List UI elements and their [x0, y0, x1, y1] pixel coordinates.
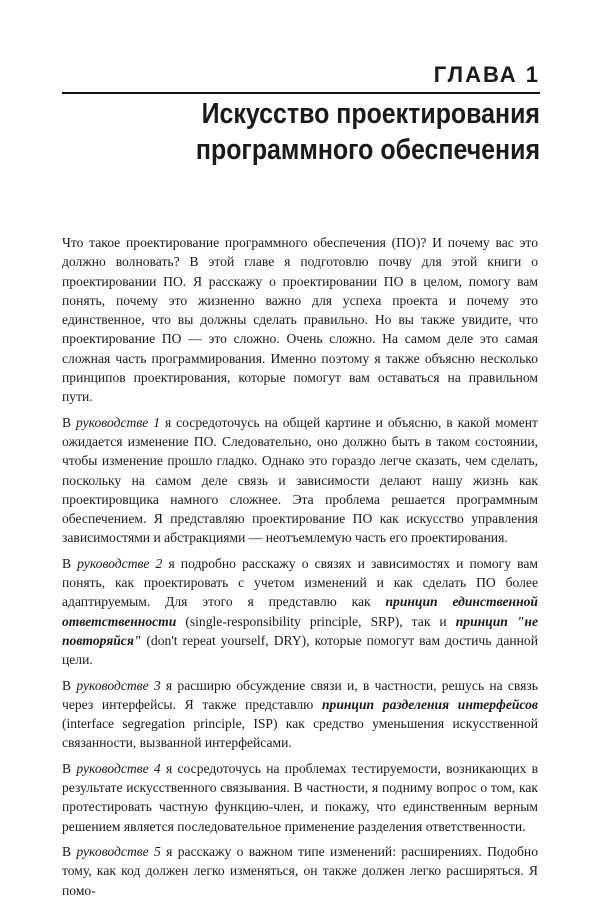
guide-5-ref: руководстве 5 — [76, 843, 161, 859]
paragraph-text: я расскажу о важном типе изменений: расширениях. Подобно тому, как код должен легко изменяться, он также должен легко расширяться. Я помо- — [62, 843, 538, 898]
paragraph-prefix: В — [62, 843, 77, 859]
chapter-title-line-2: программного обеспечения — [195, 134, 540, 166]
paragraph-text: я сосредоточусь на общей картине и объясню, в какой момент ожидается изменение ПО. Следовательно, оно должно быть в таком состоянии, чтобы изменение прошло гладко. Однако это гораздо легче сказать, чем сделать, поскольку на самом деле связь и зависимости делают нашу жизнь как проектировщика намного сложнее. Эта проблема решается программным обеспечением. Я представляю проектирование ПО как искусство управления зависимостями и абстракциями — неотъемлемую часть его проектирования. — [62, 414, 538, 546]
isp-term: принцип разделения интерфейсов — [321, 696, 538, 712]
srp-term: принцип единственной ответственности — [62, 594, 538, 629]
paragraph-text: (interface segregation principle, ISP) как средство уменьшения искусственной связанности, вызванной интерфейсами. — [62, 716, 538, 751]
chapter-body — [62, 233, 538, 906]
paragraph-guide-4 — [62, 759, 538, 836]
guide-1-ref: руководстве 1 — [76, 414, 161, 430]
guide-4-ref: руководстве 4 — [76, 760, 161, 776]
paragraph-text: (don't repeat yourself, DRY), которые помогут вам достичь данной цели. — [62, 632, 538, 668]
paragraph-prefix: В — [62, 760, 77, 776]
guide-3-ref: руководстве 3 — [76, 677, 161, 693]
paragraph-guide-5 — [62, 842, 538, 900]
paragraph-prefix: В — [62, 555, 78, 571]
paragraph-guide-3 — [62, 676, 538, 753]
guide-2-ref: руководстве 2 — [77, 555, 163, 571]
paragraph-guide-1 — [62, 413, 538, 548]
chapter-title-line-1: Искусство проектирования — [201, 98, 540, 130]
paragraph-text: я расширю обсуждение связи и, в частности, решусь на связь через интерфейсы. Я также представлю — [62, 677, 538, 712]
paragraph-intro: Что такое проектирование программного обеспечения (ПО)? И почему вас это должно волновать? В этой главе я подготовлю почву для этой книги о проектировании ПО. Я расскажу о проектировании ПО в целом, помогу вам понять, почему это жизненно важно для успеха проекта и почему это единственное, что вы должны сделать правильно. Но вы также увидите, что проектирование ПО — это сложно. Очень сложно. На самом деле это самая сложная часть программирования. Именно поэтому я также объясню несколько принципов проектирования, которые помогут вам оставаться на правильном пути. — [62, 235, 538, 405]
dry-term: принцип "не повторяйся" — [62, 613, 538, 648]
paragraph-prefix: В — [62, 677, 77, 693]
paragraph-prefix: В — [62, 414, 76, 430]
paragraph-text: я сосредоточусь на проблемах тестируемости, возникающих в результате искусственного связывания. В частности, я подниму вопрос о том, как протестировать частную функцию-член, и покажу, что единственным верным решением является последовательное применение разделения ответственности. — [62, 760, 538, 834]
paragraph-text: (single-responsibility principle, SRP), так и — [176, 613, 456, 629]
chapter-rule — [62, 92, 540, 94]
chapter-label: ГЛАВА 1 — [433, 62, 540, 87]
paragraph-text: я подробно расскажу о связях и зависимостях и помогу вам понять, как проектировать с учетом изменений и как сделать ПО более адаптируемым. Для этого я представлю как — [62, 555, 538, 610]
chapter-title — [162, 96, 540, 168]
paragraph-guide-2 — [62, 554, 538, 670]
